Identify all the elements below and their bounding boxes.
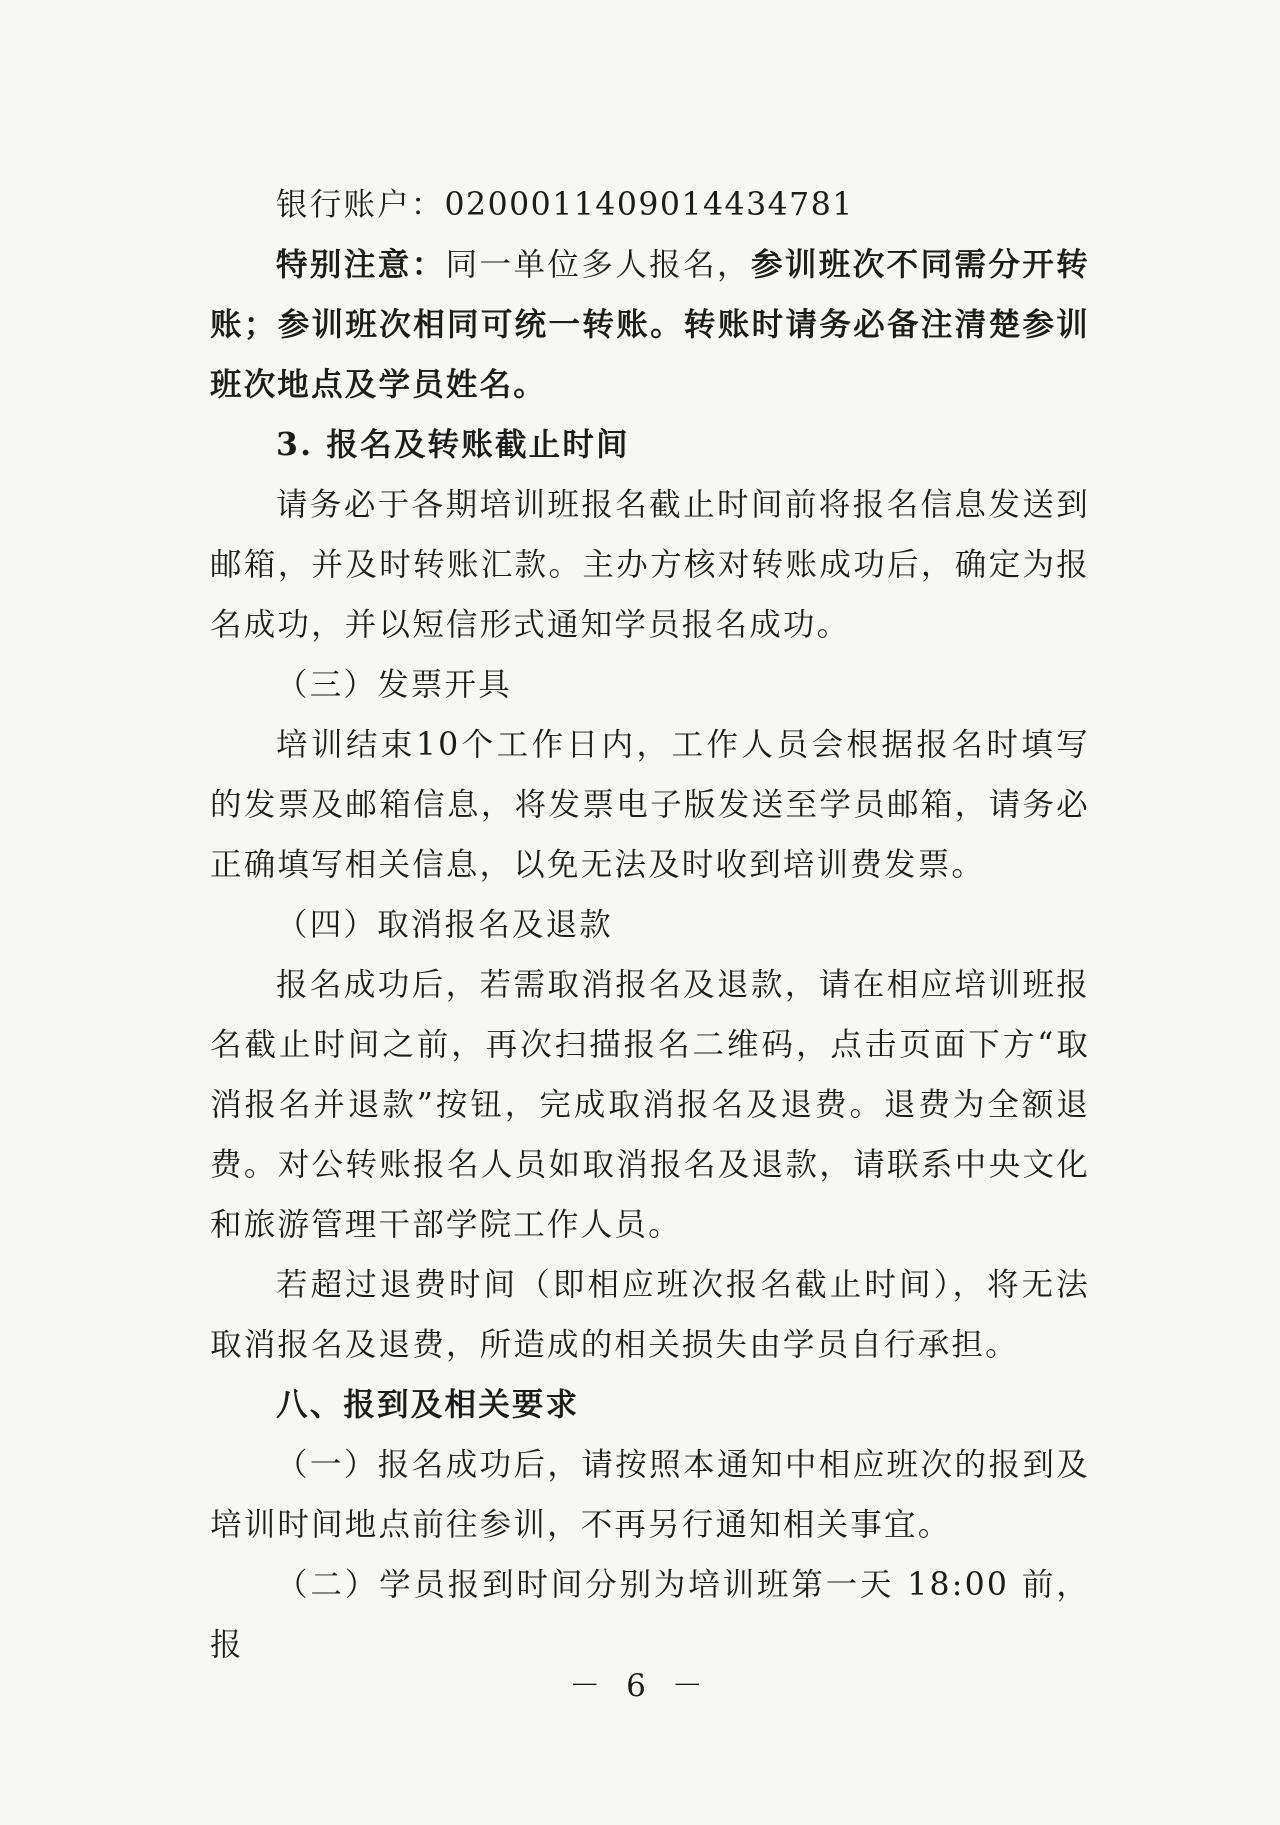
special-note-text-bold: 参训班次不同需分开转账；参训班次相同可统一转账。转账时请务必备注清楚参训班次地点及学员姓名。	[210, 246, 1090, 403]
special-note-label: 特别注意：	[276, 246, 446, 283]
page-content	[210, 175, 1090, 1675]
cancel-body-2: 若超过退费时间（即相应班次报名截止时间），将无法取消报名及退费，所造成的相关损失由学员自行承担。	[210, 1267, 1090, 1363]
page-number: － 6 －	[569, 1668, 711, 1704]
section-8-item-2: （二）学员报到时间分别为培训班第一天 18:00 前，报	[210, 1567, 1090, 1663]
section-3-body: 请务必于各期培训班报名截止时间前将报名信息发送到邮箱，并及时转账汇款。主办方核对转账成功后，确定为报名成功，并以短信形式通知学员报名成功。	[210, 487, 1090, 643]
section-8-item-1: （一）报名成功后，请按照本通知中相应班次的报到及培训时间地点前往参训，不再另行通知相关事宜。	[210, 1447, 1090, 1543]
section-3-heading: 3. 报名及转账截止时间	[276, 426, 630, 463]
invoice-heading: （三）发票开具	[276, 667, 512, 703]
invoice-body: 培训结束10个工作日内，工作人员会根据报名时填写的发票及邮箱信息，将发票电子版发送至学员邮箱，请务必正确填写相关信息，以免无法及时收到培训费发票。	[210, 727, 1090, 883]
special-note-paragraph	[210, 235, 1090, 415]
bank-account-label: 银行账户：	[276, 187, 445, 223]
bank-account-number: 0200011409014434781	[444, 187, 854, 223]
special-note-text-normal: 同一单位多人报名，	[445, 247, 751, 283]
bank-account-line	[210, 175, 1090, 235]
cancel-heading: （四）取消报名及退款	[276, 907, 614, 943]
cancel-body: 报名成功后，若需取消报名及退款，请在相应培训班报名截止时间之前，再次扫描报名二维码，点击页面下方“取消报名并退款”按钮，完成取消报名及退费。退费为全额退费。对公转账报名人员如取消报名及退款，请联系中央文化和旅游管理干部学院工作人员。	[210, 967, 1090, 1243]
section-8-heading: 八、报到及相关要求	[276, 1386, 580, 1423]
